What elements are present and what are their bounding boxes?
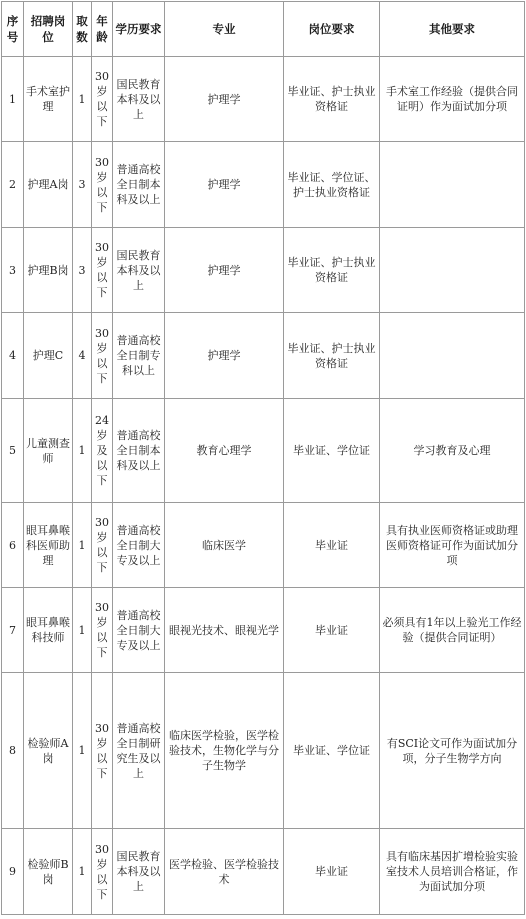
header-seq: 序号: [2, 2, 24, 57]
cell-requirement: 毕业证、护士执业资格证: [284, 313, 380, 399]
cell-count: 1: [73, 503, 92, 588]
cell-major: 临床医学检验，医学检验技术，生物化学与分子生物学: [165, 673, 284, 829]
cell-major: 眼视光技术、眼视光学: [165, 588, 284, 673]
cell-seq: 3: [2, 228, 24, 313]
cell-other: 具有执业医师资格证或助理医师资格证可作为面试加分项: [380, 503, 525, 588]
cell-education: 普通高校全日制大专及以上: [113, 588, 165, 673]
table-row: [2, 57, 525, 142]
cell-education: 国民教育本科及以上: [113, 57, 165, 142]
header-other: 其他要求: [380, 2, 525, 57]
cell-position: 检验师B岗: [24, 829, 73, 915]
header-age: 年龄: [92, 2, 113, 57]
cell-education: 普通高校全日制专科以上: [113, 313, 165, 399]
cell-seq: 6: [2, 503, 24, 588]
cell-other: [380, 228, 525, 313]
cell-major: 教育心理学: [165, 399, 284, 503]
cell-education: 普通高校全日制本科及以上: [113, 142, 165, 228]
cell-position: 儿童测查师: [24, 399, 73, 503]
header-education: 学历要求: [113, 2, 165, 57]
cell-seq: 5: [2, 399, 24, 503]
cell-major: 护理学: [165, 57, 284, 142]
cell-count: 1: [73, 673, 92, 829]
cell-age: 30岁以下: [92, 57, 113, 142]
recruitment-table: [1, 1, 525, 915]
cell-count: 1: [73, 829, 92, 915]
cell-age: 30岁以下: [92, 588, 113, 673]
cell-major: 医学检验、医学检验技术: [165, 829, 284, 915]
cell-requirement: 毕业证、护士执业资格证: [284, 57, 380, 142]
table-row: [2, 142, 525, 228]
table-row: [2, 588, 525, 673]
cell-requirement: 毕业证: [284, 829, 380, 915]
table-row: [2, 228, 525, 313]
cell-requirement: 毕业证: [284, 503, 380, 588]
cell-age: 30岁以下: [92, 313, 113, 399]
cell-position: 眼耳鼻喉科医师助理: [24, 503, 73, 588]
cell-requirement: 毕业证、学位证: [284, 399, 380, 503]
cell-other: [380, 313, 525, 399]
table-row: [2, 673, 525, 829]
header-requirement: 岗位要求: [284, 2, 380, 57]
cell-seq: 2: [2, 142, 24, 228]
cell-education: 普通高校全日制本科及以上: [113, 399, 165, 503]
cell-major: 护理学: [165, 228, 284, 313]
cell-count: 1: [73, 57, 92, 142]
cell-count: 3: [73, 228, 92, 313]
header-count: 取数: [73, 2, 92, 57]
cell-other: [380, 142, 525, 228]
cell-education: 国民教育本科及以上: [113, 228, 165, 313]
cell-education: 普通高校全日制研究生及以上: [113, 673, 165, 829]
cell-age: 30岁以下: [92, 503, 113, 588]
cell-age: 24岁及以下: [92, 399, 113, 503]
cell-count: 1: [73, 399, 92, 503]
cell-other: 手术室工作经验（提供合同证明）作为面试加分项: [380, 57, 525, 142]
cell-seq: 7: [2, 588, 24, 673]
cell-seq: 1: [2, 57, 24, 142]
cell-position: 眼耳鼻喉科技师: [24, 588, 73, 673]
table-row: [2, 313, 525, 399]
table-row: [2, 399, 525, 503]
cell-other: 有SCI论文可作为面试加分项，分子生物学方向: [380, 673, 525, 829]
cell-position: 检验师A岗: [24, 673, 73, 829]
cell-major: 护理学: [165, 142, 284, 228]
header-row: [2, 2, 525, 57]
table-row: [2, 829, 525, 915]
cell-seq: 4: [2, 313, 24, 399]
cell-position: 手术室护理: [24, 57, 73, 142]
cell-age: 30岁以下: [92, 228, 113, 313]
cell-count: 4: [73, 313, 92, 399]
cell-other: 必须具有1年以上验光工作经验（提供合同证明）: [380, 588, 525, 673]
cell-position: 护理B岗: [24, 228, 73, 313]
cell-count: 1: [73, 588, 92, 673]
cell-other: 具有临床基因扩增检验实验室技术人员培训合格证，作为面试加分项: [380, 829, 525, 915]
cell-requirement: 毕业证、护士执业资格证: [284, 228, 380, 313]
cell-age: 30岁以下: [92, 142, 113, 228]
cell-position: 护理A岗: [24, 142, 73, 228]
cell-count: 3: [73, 142, 92, 228]
cell-seq: 9: [2, 829, 24, 915]
cell-requirement: 毕业证: [284, 588, 380, 673]
cell-requirement: 毕业证、学位证、护士执业资格证: [284, 142, 380, 228]
cell-requirement: 毕业证、学位证: [284, 673, 380, 829]
cell-age: 30岁以下: [92, 673, 113, 829]
cell-major: 临床医学: [165, 503, 284, 588]
header-major: 专业: [165, 2, 284, 57]
cell-education: 普通高校全日制大专及以上: [113, 503, 165, 588]
cell-major: 护理学: [165, 313, 284, 399]
cell-position: 护理C: [24, 313, 73, 399]
header-position: 招聘岗位: [24, 2, 73, 57]
cell-seq: 8: [2, 673, 24, 829]
table-row: [2, 503, 525, 588]
cell-age: 30岁以下: [92, 829, 113, 915]
cell-education: 国民教育本科及以上: [113, 829, 165, 915]
cell-other: 学习教育及心理: [380, 399, 525, 503]
